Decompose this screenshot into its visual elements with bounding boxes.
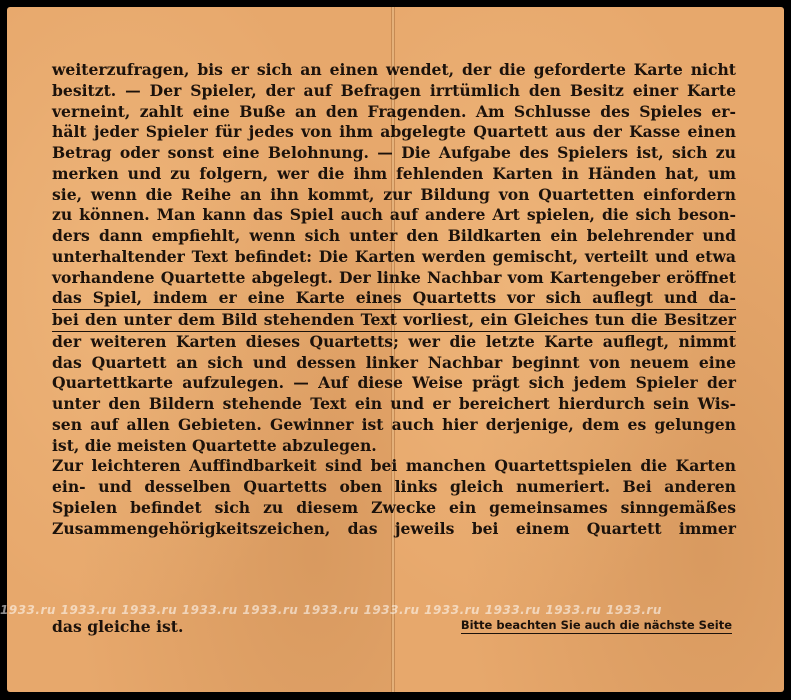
next-page-note: Bitte beachten Sie auch die nächste Seite: [460, 618, 732, 632]
text-line: sie, wenn die Reihe an ihn kommt, zur Bildung von Quartetten einfordern: [52, 184, 736, 204]
text-line: ders dann empfiehlt, wenn sich unter den Bildkarten ein belehrender und: [52, 226, 736, 245]
text-line: ist, die meisten Quartette abzulegen.: [52, 435, 377, 455]
text-line: ein- und desselben Quartetts oben links gleich numeriert. Bei anderen: [52, 477, 736, 496]
text-line: Betrag oder sonst eine Belohnung. — Die Aufgabe des Spielers ist, sich zu: [52, 143, 736, 162]
text-line: das Quartett an sich und dessen linker Nachbar beginnt von neuem eine: [52, 352, 736, 372]
bottom-row: [52, 617, 736, 639]
final-text-line: das gleiche ist.: [52, 617, 184, 636]
text-line: sen auf allen Gebieten. Gewinner ist auch hier derjenige, dem es gelungen: [52, 414, 736, 434]
text-line: zu können. Man kann das Spiel auch auf andere Art spielen, die sich beson-: [52, 205, 736, 225]
text-line: der weiteren Karten dieses Quartetts; wer die letzte Karte auflegt, nimmt: [52, 331, 736, 351]
text-line: merken und zu folgern, wer die ihm fehlenden Karten in Händen hat, um: [52, 163, 736, 183]
text-line: unter den Bildern stehende Text ein und er bereichert hierdurch sein Wis-: [52, 394, 736, 413]
text-line-underlined: bei den unter dem Bild stehenden Text vorliest, ein Gleiches tun die Besitzer: [52, 310, 736, 332]
text-line: weiterzufragen, bis er sich an einen wendet, der die geforderte Karte nicht: [52, 60, 736, 79]
watermark-strip: 1933.ru 1933.ru 1933.ru 1933.ru 1933.ru 1933.ru 1933.ru 1933.ru 1933.ru 1933.ru 1933.ru: [0, 603, 662, 617]
text-line: hält jeder Spieler für jedes von ihm abgelegte Quartett aus der Kasse einen: [52, 122, 736, 142]
text-line: Zur leichteren Auffindbarkeit sind bei manchen Quartettspielen die Karten: [52, 456, 736, 476]
text-line: Spielen befindet sich zu diesem Zwecke ein gemeinsames sinngemäßes: [52, 497, 736, 517]
text-line: verneint, zahlt eine Buße an den Fragenden. Am Schlusse des Spieles er-: [52, 101, 736, 121]
rules-text-block: [52, 60, 736, 539]
text-line-underlined: das Spiel, indem er eine Karte eines Quartetts vor sich auflegt und da-: [52, 288, 736, 310]
text-line: Quartettkarte aufzulegen. — Auf diese Weise prägt sich jedem Spieler der: [52, 373, 736, 393]
text-line: Zusammengehörigkeitszeichen, das jeweils bei einem Quartett immer: [52, 518, 736, 538]
text-line: unterhaltender Text befindet: Die Karten werden gemischt, verteilt und etwa: [52, 246, 736, 266]
text-line: besitzt. — Der Spieler, der auf Befragen irrtümlich den Besitz einer Karte: [52, 80, 736, 100]
text-line: vorhandene Quartette abgelegt. Der linke Nachbar vom Kartengeber eröffnet: [52, 267, 736, 287]
